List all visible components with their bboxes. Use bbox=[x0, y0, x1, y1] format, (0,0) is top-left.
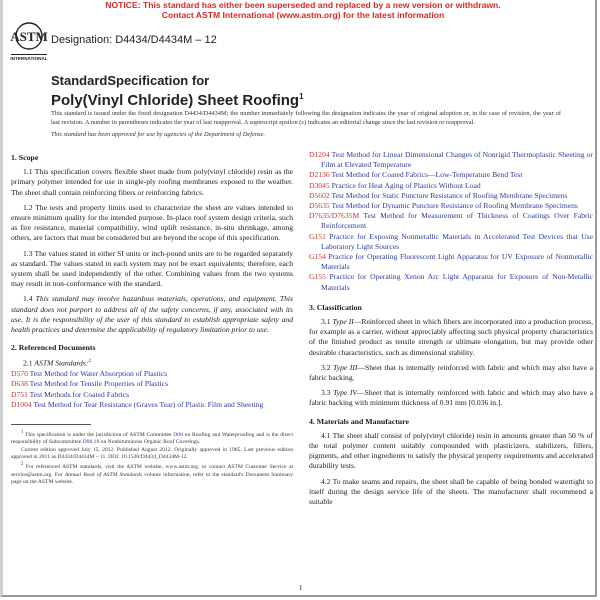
section-heading-referenced: 2. Referenced Documents bbox=[11, 343, 96, 353]
left-column bbox=[11, 150, 293, 487]
committee-link[interactable]: D08 bbox=[173, 431, 183, 438]
dod-approval: This standard has been approved for use by agencies of the Department of Defense. bbox=[51, 131, 265, 139]
ref-item[interactable]: D1004 Test Method for Tear Resistance (Graves Tear) of Plastic Film and Sheeting bbox=[11, 399, 264, 409]
paragraph-1-2: 1.2 The tests and property limits used to characterize the sheet are values intended to ensure minimum quality for the intended purpose. In-place roof system design criteria, such as fire resistance, material compatibility, wind uplift resistance, in-situ shrinkage, among others, are factors that must be considered but are beyond the scope of this specification. bbox=[11, 202, 293, 243]
footnotes bbox=[11, 429, 293, 487]
ref-item[interactable]: D570 Test Method for Water Absorption of Plastics bbox=[11, 369, 168, 379]
preamble-text: This standard is issued under the fixed designation D4434/D4434M; the number immediately following the designation indicates the year of original adoption or, in the case of revision, the year of last revision. A number in parentheses indicates the year of last reapproval. A superscript epsilon (ε) indicates an editorial change since the last revision or reapproval. bbox=[51, 110, 561, 126]
ref-item[interactable]: G151 Practice for Exposing Nonmetallic Materials in Accelerated Test Devices that Use Laboratory Light Sources bbox=[309, 231, 593, 251]
notice-line-2: Contact ASTM International (www.astm.org) for the latest information bbox=[161, 10, 445, 20]
footnote-1: $^1$ This specification is under the jurisdiction of ASTM Committee D08 on Roofing and Waterproofing and is the direct responsibility of Subcommittee D08.18 on Nonbituminous Organic Roof Coverings. bbox=[11, 430, 293, 446]
page-number: 1 bbox=[299, 584, 303, 592]
svg-text:ASTM: ASTM bbox=[10, 29, 48, 44]
ref-item[interactable]: D5602 Test Method for Static Puncture Resistance of Roofing Membrane Specimens bbox=[309, 190, 568, 200]
footnote-2: $^2$ For referenced ASTM standards, visit the ASTM website, www.astm.org, or contact ASTM Customer Service at service@astm.org. For Annual Book of ASTM Standards volume information, refer to the standard's Document Summary page on the ASTM website. bbox=[11, 462, 293, 486]
footnote-divider bbox=[11, 424, 91, 425]
section-heading-scope: 1. Scope bbox=[11, 153, 39, 162]
ref-item[interactable]: G154 Practice for Operating Fluorescent Light Apparatus for UV Exposure of Nonmetallic Materials bbox=[309, 252, 593, 272]
preamble bbox=[51, 110, 561, 140]
ref-item[interactable]: D1204 Test Method for Linear Dimensional Changes of Nonrigid Thermoplastic Sheeting or Film at Elevated Temperature bbox=[309, 150, 593, 170]
subcommittee-link[interactable]: D08.18 bbox=[82, 439, 100, 446]
svg-text:INTERNATIONAL: INTERNATIONAL bbox=[10, 56, 48, 61]
ref-item[interactable]: D2136 Test Method for Coated Fabrics—Low-Temperature Bend Test bbox=[309, 170, 523, 180]
astm-standards-label: 2.1 ASTM Standards:$^2$ bbox=[23, 358, 91, 368]
ref-item[interactable]: D751 Test Methods for Coated Fabrics bbox=[11, 389, 130, 399]
paragraph-1-1: 1.1 This specification covers flexible sheet made from poly(vinyl chloride) resin as the primary polymer intended for use in single-ply roofing membranes exposed to the weather. The sheet shall contain reinforcing fibers or reinforcing fabrics. bbox=[11, 167, 293, 197]
footnote-mark: 1 bbox=[299, 92, 304, 101]
paragraph-3-2: 3.2 Type III—Sheet that is internally reinforced with fabric and which may also have a fabric backing. bbox=[309, 362, 593, 383]
notice-line-1: NOTICE: This standard has either been superseded and replaced by a new version or withdrawn. bbox=[105, 0, 501, 10]
paragraph-1-4: 1.4 This standard may involve hazardous materials, operations, and equipment. This standard does not purport to address all of the safety concerns, if any, associated with its use. It is the responsibility of the user of this standard to establish appropriate safety and health practices and determine the applicability of regulatory limitation prior to use. bbox=[11, 294, 293, 335]
astm-logo-icon bbox=[9, 20, 49, 62]
paragraph-4-2: 4.2 To make seams and repairs, the sheet shall be capable of being bonded watertight to itself during the design service life of the sheets. The manufacturer shall recommend a suitable bbox=[309, 476, 593, 507]
ref-item[interactable]: D3045 Practice for Heat Aging of Plastics Without Load bbox=[309, 180, 481, 190]
ref-item[interactable]: D5635 Test Method for Dynamic Puncture Resistance of Roofing Membrane Specimens bbox=[309, 201, 578, 211]
paragraph-3-1: 3.1 Type II—Reinforced sheet in which fibers are incorporated into a production process, for example as a carrier, without appreciably affecting such physical property characteristics of the finished product as tensile strength or ultimate elongation, but may provide other desirable characteristics, such as dimensional stability. bbox=[309, 317, 594, 357]
ref-item[interactable]: D638 Test Method for Tensile Properties of Plastics bbox=[11, 379, 169, 389]
paragraph-1-3: 1.3 The values stated in either SI units or inch-pound units are to be regarded separately as standard. The values stated in each system may not be exact equivalents; therefore, each system shall be used independently of the other. Combining values from the two systems may result in non-conformance with the standard. bbox=[11, 248, 293, 289]
paragraph-4-1: 4.1 The sheet shall consist of poly(vinyl chloride) resin in amounts greater than 50 % of the total polymer content suitably compounded with plasticizers, stabilizers, fillers, pigments, and other ingredients to satisfy the physical property requirements and accelerated durability tests. bbox=[309, 430, 593, 471]
footnote-edition: Current edition approved July 15, 2012. Published August 2012. Originally approved in 1985. Last previous edition approved in 2011 as D4434/D4434M – 11. DOI: 10.1520/D4434_D4434M-12. bbox=[11, 446, 293, 461]
withdrawal-notice bbox=[3, 0, 600, 20]
right-column bbox=[309, 150, 593, 512]
title-line-1: StandardSpecification for bbox=[51, 73, 210, 88]
ref-item[interactable]: G155 Practice for Operating Xenon Arc Light Apparatus for Exposure of Non-Metallic Materials bbox=[309, 272, 593, 292]
section-heading-classification: 3. Classification bbox=[309, 302, 362, 312]
designation: Designation: D4434/D4434M – 12 bbox=[51, 34, 217, 46]
title-line-2: Poly(Vinyl Chloride) Sheet Roofing$^1$ bbox=[51, 92, 304, 109]
paragraph-3-3: 3.3 Type IV—Sheet that is internally reinforced with fabric and which may also have a fabric backing with minimum thickness of 0.91 mm [0.036 in.]. bbox=[309, 388, 593, 408]
document-title bbox=[51, 73, 304, 109]
ref-item[interactable]: D7635/D7635M Test Method for Measurement of Thickness of Coatings Over Fabric Reinforcement bbox=[309, 211, 593, 231]
section-heading-materials: 4. Materials and Manufacture bbox=[309, 416, 409, 426]
